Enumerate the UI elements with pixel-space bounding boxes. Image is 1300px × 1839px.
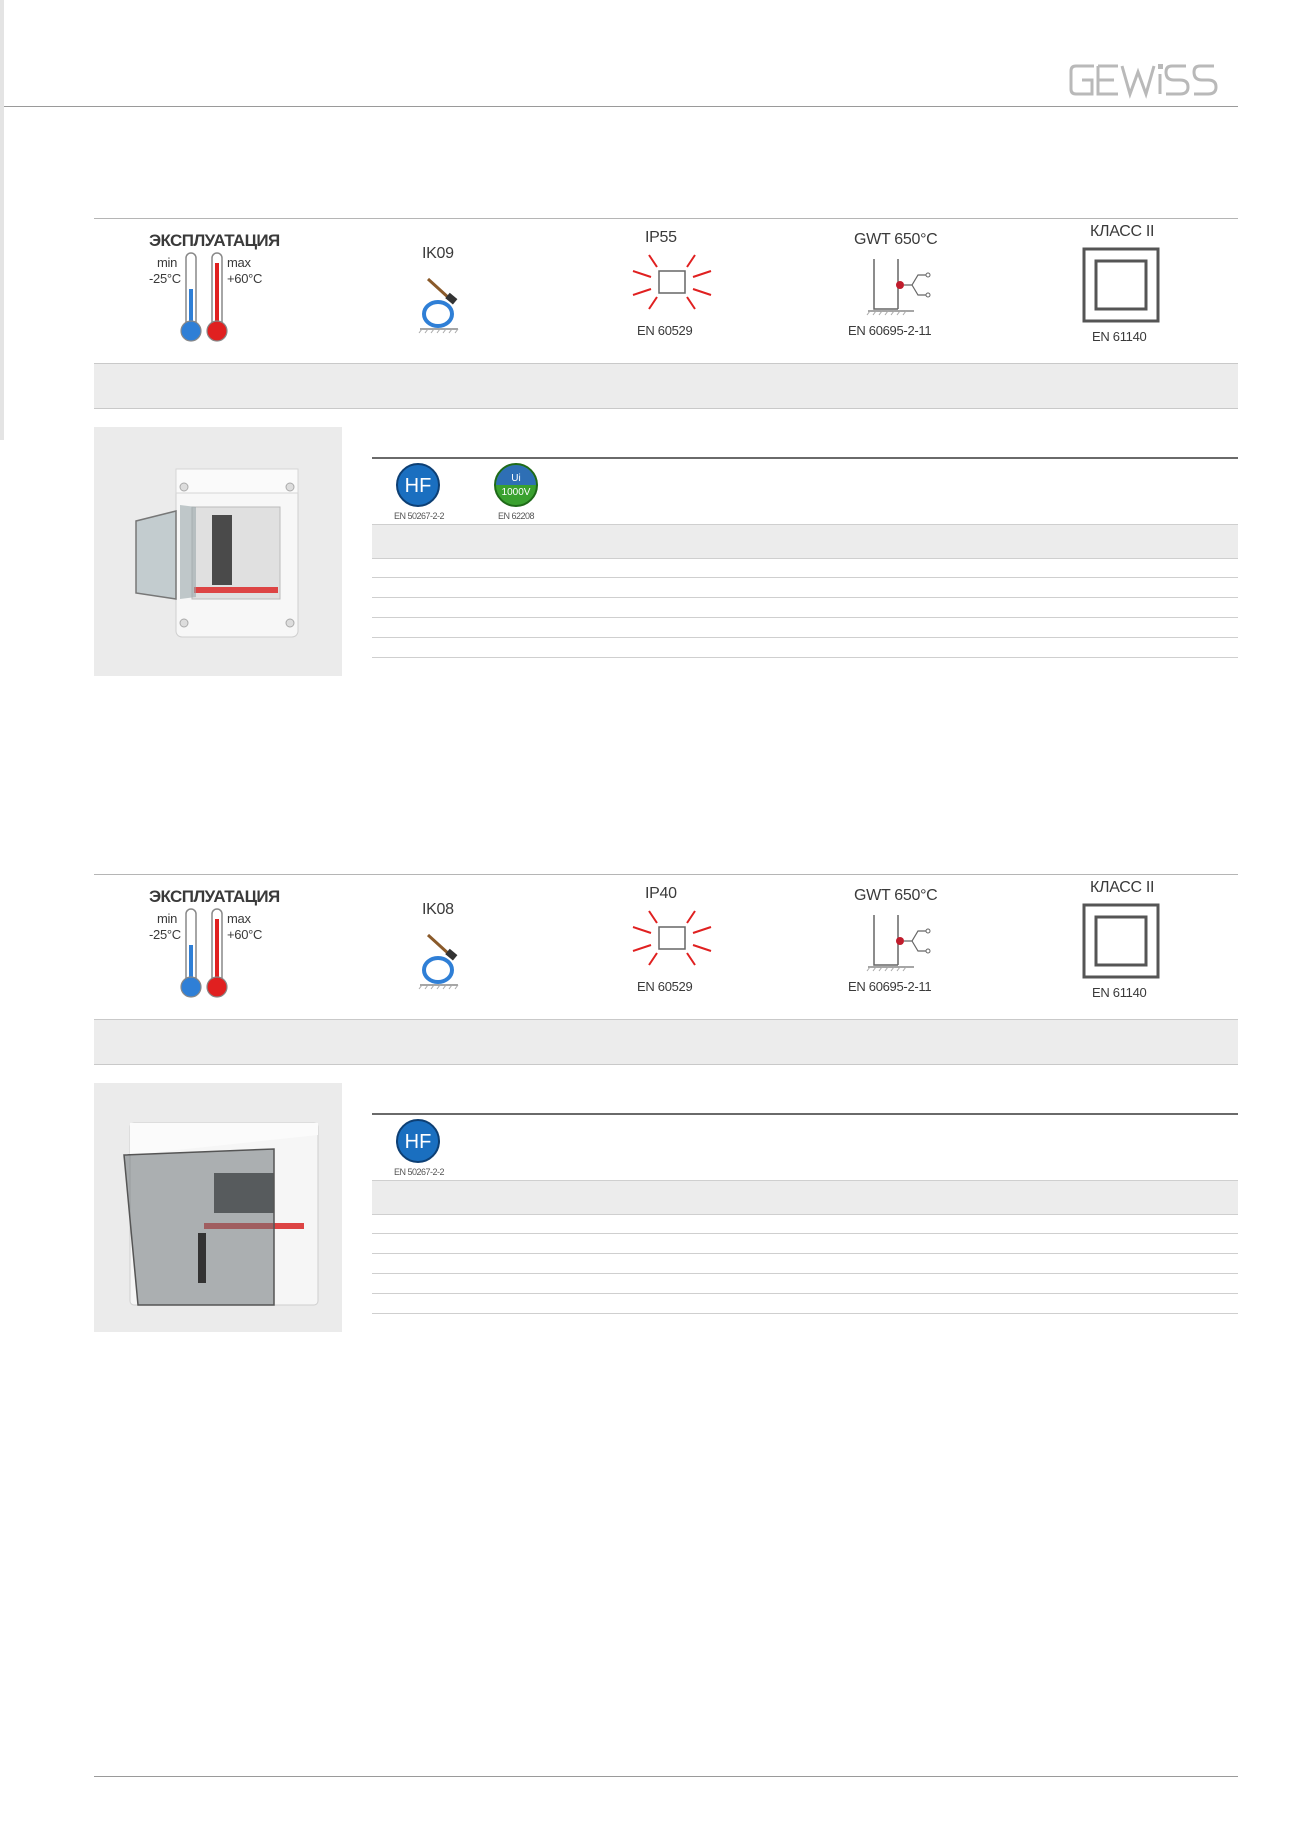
impact-rating — [414, 219, 474, 364]
min-value: -25°C — [149, 927, 181, 942]
ip-label: IP40 — [645, 885, 677, 902]
feature-icon-strip — [94, 218, 1238, 363]
glow-wire-icon — [854, 219, 954, 364]
spec-table — [372, 1113, 1238, 1333]
ui-badge-bottom: 1000V — [501, 487, 531, 498]
min-value: -25°C — [149, 271, 181, 286]
insulation-standard: EN 61140 — [1092, 985, 1147, 1000]
operation-title: ЭКСПЛУАТАЦИЯ — [149, 887, 280, 906]
max-value: +60°C — [227, 271, 263, 286]
spec-row-rule — [372, 617, 1238, 618]
ui-badge-standard: EN 62208 — [498, 511, 535, 521]
impact-hammer-icon — [414, 219, 474, 364]
spec-row-rule — [372, 637, 1238, 638]
ip-label: IP55 — [645, 229, 677, 246]
ip-standard: EN 60529 — [637, 323, 693, 338]
spec-row-rule — [372, 1293, 1238, 1294]
impact-label: IK09 — [422, 245, 454, 262]
glow-wire-test — [848, 219, 954, 364]
impact-label: IK08 — [422, 901, 454, 918]
operation-title: ЭКСПЛУАТАЦИЯ — [149, 231, 280, 250]
ui-badge-top: Ui — [511, 473, 521, 484]
feature-icon-strip — [94, 874, 1238, 1019]
ip-protection-icon — [629, 875, 719, 1020]
insulation-standard: EN 61140 — [1092, 329, 1147, 344]
spec-row-rule — [372, 1233, 1238, 1234]
gwt-standard: EN 60695-2-11 — [848, 323, 932, 338]
spec-header-band — [372, 524, 1238, 559]
product-section-bottom — [94, 874, 1238, 1334]
spec-header-band — [372, 1180, 1238, 1215]
spec-top-rule — [372, 457, 1238, 459]
title-band — [94, 363, 1238, 409]
insulation-class — [1082, 875, 1172, 1020]
spec-row-rule — [372, 597, 1238, 598]
operation-temperature — [149, 875, 279, 1020]
thermometer-icon — [149, 875, 279, 1020]
insulation-class — [1082, 219, 1172, 364]
title-band — [94, 1019, 1238, 1065]
max-label: max — [227, 255, 251, 270]
impact-rating — [414, 875, 474, 1020]
glow-wire-icon — [854, 875, 954, 1020]
hf-badge-text: HF — [404, 475, 432, 497]
max-label: max — [227, 911, 251, 926]
ip-protection-icon — [629, 219, 719, 364]
left-page-tab — [0, 0, 4, 440]
hf-badge — [394, 1117, 474, 1179]
ip-rating — [629, 875, 719, 1020]
hf-badge-icon — [394, 1117, 454, 1167]
ui-1000v-badge-icon — [490, 461, 550, 511]
spec-row-rule — [372, 1273, 1238, 1274]
spec-row-rule — [372, 1253, 1238, 1254]
thermometer-icon — [149, 219, 279, 364]
footer-rule — [94, 1776, 1238, 1777]
spec-row-rule — [372, 1313, 1238, 1314]
enclosure-open-door-image — [94, 427, 342, 676]
hf-badge-text: HF — [404, 1131, 432, 1153]
max-value: +60°C — [227, 927, 263, 942]
ip-standard: EN 60529 — [637, 979, 693, 994]
ip-rating — [629, 219, 719, 364]
enclosure-smoked-door-image — [94, 1083, 342, 1332]
min-label: min — [157, 255, 178, 270]
min-label: min — [157, 911, 178, 926]
header-rule — [4, 106, 1238, 107]
impact-hammer-icon — [414, 875, 474, 1020]
glow-wire-test — [848, 875, 954, 1020]
product-section-top — [94, 218, 1238, 678]
product-photo — [94, 1083, 342, 1332]
hf-badge-standard: EN 50267-2-2 — [394, 1167, 445, 1177]
gewiss-logo — [1068, 60, 1236, 100]
spec-top-rule — [372, 1113, 1238, 1115]
hf-badge-icon — [394, 461, 454, 511]
product-photo — [94, 427, 342, 676]
gwt-label: GWT 650°C — [854, 887, 938, 904]
ui-badge — [490, 461, 570, 523]
insulation-label: КЛАСС II — [1090, 223, 1155, 240]
spec-row-rule — [372, 657, 1238, 658]
spec-row-rule — [372, 577, 1238, 578]
insulation-label: КЛАСС II — [1090, 879, 1155, 896]
spec-table — [372, 457, 1238, 677]
hf-badge — [394, 461, 474, 523]
operation-temperature — [149, 219, 279, 364]
gewiss-logo-icon — [1068, 60, 1236, 100]
gwt-standard: EN 60695-2-11 — [848, 979, 932, 994]
hf-badge-standard: EN 50267-2-2 — [394, 511, 445, 521]
gwt-label: GWT 650°C — [854, 231, 938, 248]
